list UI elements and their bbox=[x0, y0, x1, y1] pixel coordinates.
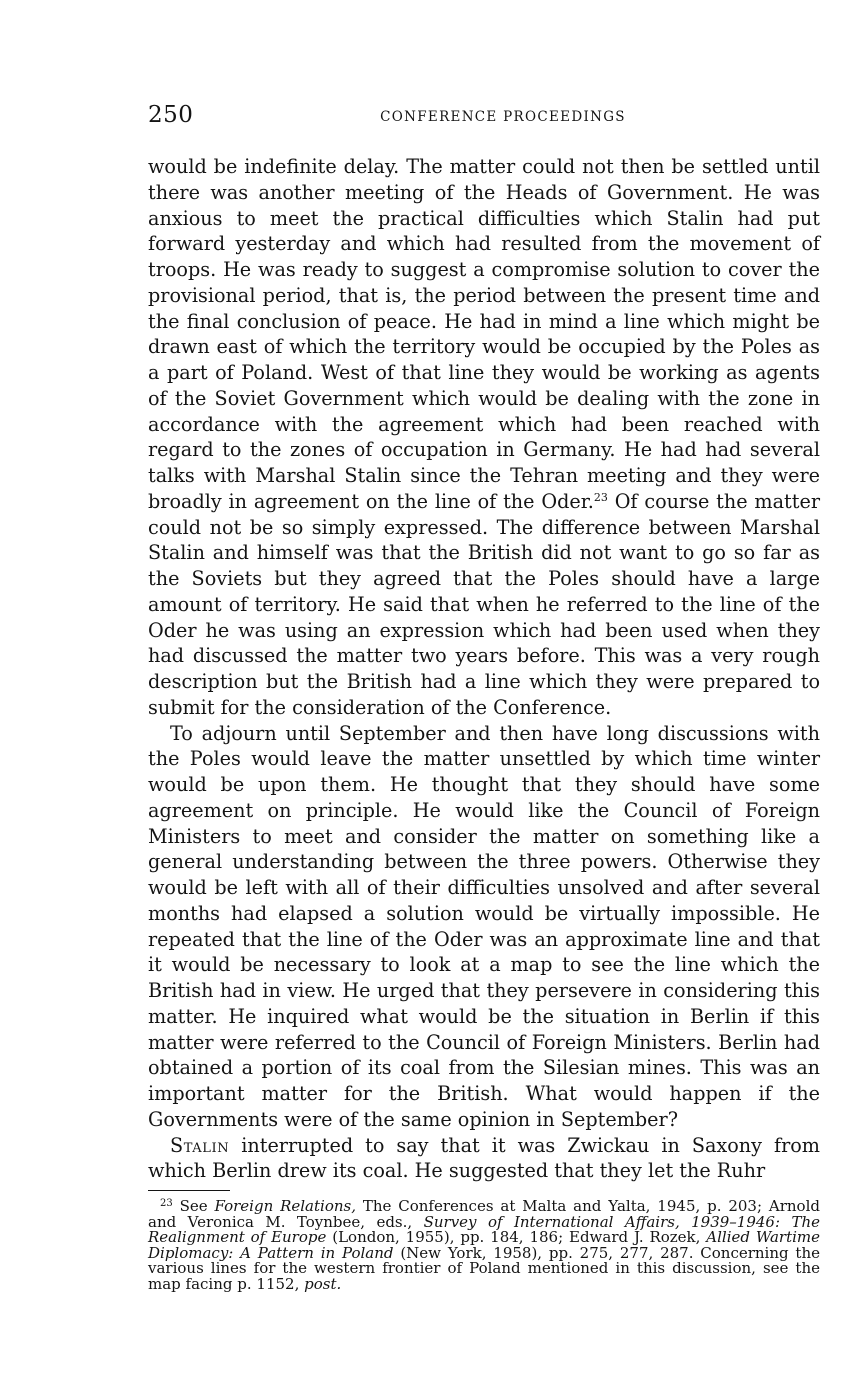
running-head bbox=[148, 100, 820, 134]
footnote-text-4: (New York, 1958), pp. 275, 277, 287. Concerning the various lines for the western frontier of Poland mentioned in this discussion, see the map facing p. 1152, bbox=[148, 1243, 820, 1293]
paragraph-1-text: would be indefinite delay. The matter could not then be settled until there was another meeting of the Heads of Government. He was anxious to meet the practical difficulties which Stalin had put forward yesterday and which had resulted from the movement of troops. He was ready to suggest a compromise solution to cover the provisional period, that is, the period between the present time and the final conclusion of peace. He had in mind a line which might be drawn east of which the territory would be occupied by the Poles as a part of Poland. West of that line they would be working as agents of the Soviet Government which would be dealing with the zone in accordance with the agreement which had been reached with regard to the zones of occupation in Germany. He had had several talks with Marshal Stalin since the Tehran meeting and they were broadly in agreement on the line of the Oder. bbox=[148, 155, 820, 513]
paragraph-3-text: interrupted to say that it was Zwickau in Saxony from which Berlin drew its coal. He suggested that they let the Ruhr bbox=[148, 1133, 820, 1183]
paragraph-1 bbox=[148, 154, 820, 721]
paragraph-3 bbox=[148, 1133, 820, 1185]
page-number: 250 bbox=[148, 102, 194, 128]
footnote-citation-title-2: Survey of International Affairs, 1939–1946: The Realignment of Europe bbox=[148, 1212, 820, 1247]
footnote-23 bbox=[148, 1199, 820, 1293]
footnote-text-2: The Conferences at Malta and Yalta, 1945, p. 203; Arnold and Veronica M. Toynbee, eds., bbox=[148, 1197, 820, 1231]
paragraph-1-continuation: Of course the matter could not be so simply expressed. The difference between Marshal Stalin and himself was that the British did not want to go so far as the Soviets but they agreed that the Poles should have a large amount of territory. He said that when he referred to the line of the Oder he was using an expression which had been used when they had discussed the matter two years before. This was a very rough description but the British had a line which they were prepared to submit for the consideration of the Conference. bbox=[148, 489, 821, 719]
book-page bbox=[148, 100, 820, 1293]
body-text bbox=[148, 154, 820, 1184]
footnote-post: post. bbox=[304, 1274, 342, 1293]
footnote-reference[interactable]: 23 bbox=[593, 490, 608, 504]
footnote-text-3: (London, 1955), pp. 184, 186; Edward J. Rozek, bbox=[326, 1228, 707, 1247]
footnote-number: 23 bbox=[160, 1198, 173, 1209]
footnote-divider bbox=[148, 1190, 230, 1191]
footnote-citation-title-1: Foreign Relations, bbox=[214, 1197, 356, 1215]
footnote-text-1: See bbox=[172, 1197, 215, 1215]
footnote-citation-title-3: Allied Wartime Diplomacy: A Pattern in Poland bbox=[148, 1228, 821, 1262]
running-title: CONFERENCE PROCEEDINGS bbox=[380, 109, 626, 125]
paragraph-2: To adjourn until September and then have long discussions with the Poles would leave the matter unsettled by which time winter would be upon them. He thought that they should have some agreement on principle. He would like the Council of Foreign Ministers to meet and consider the matter on something like a general understanding between the three powers. Otherwise they would be left with all of their difficulties unsolved and after several months had elapsed a solution would be virtually impossible. He repeated that the line of the Oder was an approximate line and that it would be necessary to look at a map to see the line which the British had in view. He urged that they persevere in considering this matter. He inquired what would be the situation in Berlin if this matter were referred to the Council of Foreign Ministers. Berlin had obtained a portion of its coal from the Silesian mines. This was an important matter for the British. What would happen if the Governments were of the same opinion in September? bbox=[148, 721, 820, 1131]
speaker-name: Stalin bbox=[170, 1133, 230, 1157]
